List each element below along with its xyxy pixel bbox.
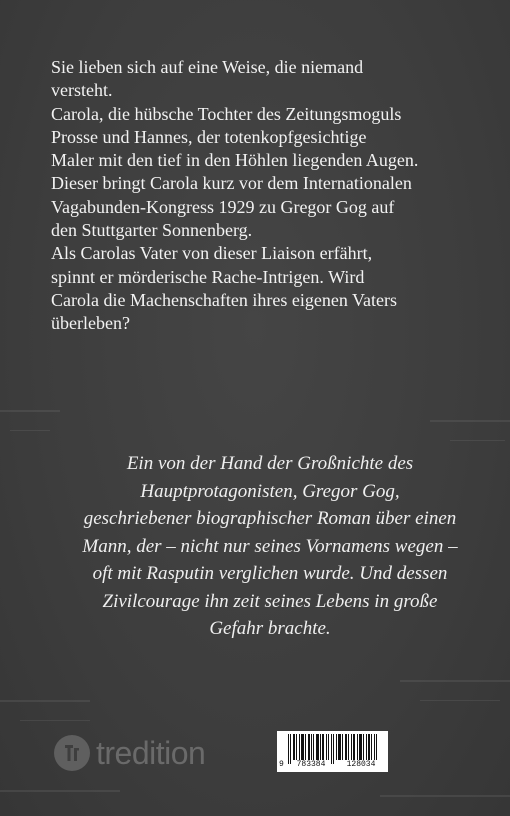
blurb-line: versteht. <box>51 80 113 101</box>
blurb-line: Prosse und Hannes, der totenkopfgesichtige <box>51 126 367 147</box>
quote-line: Ein von der Hand der Großnichte des <box>126 453 414 474</box>
blurb-line: spinnt er mörderische Rache-Intrigen. Wird <box>51 266 365 287</box>
barcode-digits-left: 783384 <box>292 760 330 769</box>
quote-line: oft mit Rasputin verglichen wurde. Und dessen <box>92 563 448 584</box>
quote-line: Mann, der – nicht nur seines Vornamens wegen – <box>82 535 458 557</box>
quote-line: Gefahr brachte. <box>209 618 331 639</box>
quote-line: Hauptprotagonisten, Gregor Gog, <box>140 480 400 502</box>
barcode-lead-digit: 9 <box>279 760 284 769</box>
blurb-line: Als Carolas Vater von dieser Liaison erfährt, <box>51 243 373 264</box>
blurb-line: Maler mit den tief in den Höhlen liegenden Augen. <box>51 150 419 171</box>
blurb-line: Carola die Machenschaften ihres eigenen Vaters <box>51 289 398 310</box>
publisher-logo <box>54 733 205 773</box>
blurb-text <box>51 56 471 336</box>
blurb-line: Sie lieben sich auf eine Weise, die niemand <box>51 57 364 77</box>
quote-line: geschriebener biographischer Roman über einen <box>83 508 457 529</box>
barcode-digits-right: 128034 <box>341 760 381 769</box>
isbn-barcode <box>277 731 388 772</box>
pull-quote <box>70 450 470 643</box>
blurb-line: Dieser bringt Carola kurz vor dem Internationalen <box>51 173 412 194</box>
blurb-line: überleben? <box>51 313 130 334</box>
blurb-line: den Stuttgarter Sonnenberg. <box>51 220 253 241</box>
quote-line: Zivilcourage ihn zeit seines Lebens in große <box>102 590 438 612</box>
blurb-line: Vagabunden-Kongress 1929 zu Gregor Gog auf <box>51 196 395 217</box>
blurb-line: Carola, die hübsche Tochter des Zeitungsmoguls <box>51 103 402 124</box>
publisher-name: tredition <box>96 734 206 771</box>
tredition-logo-icon <box>54 735 90 771</box>
